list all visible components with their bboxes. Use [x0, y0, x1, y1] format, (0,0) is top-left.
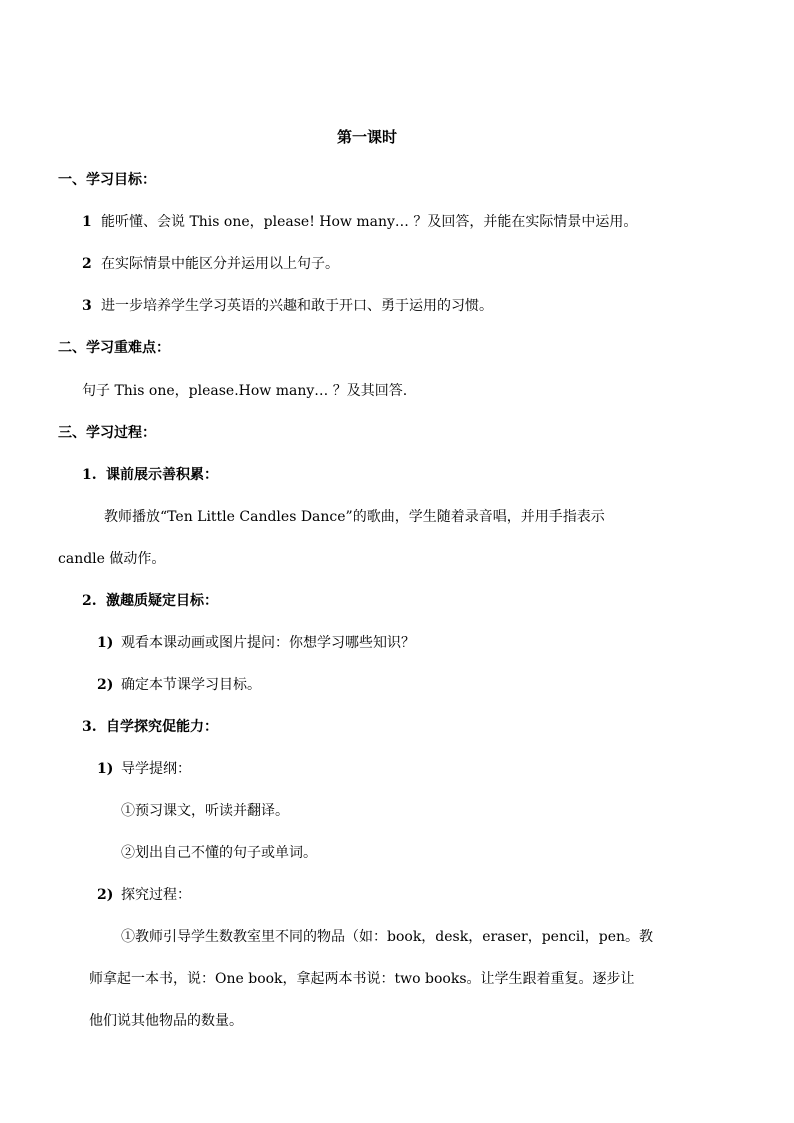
- item-number: 2): [97, 887, 114, 903]
- process-paragraph-line-1: ①教师引导学生数教室里不同的物品（如：book，desk，eraser，pencil，pen。教: [121, 929, 654, 945]
- item-text: 确定本节课学习目标。: [121, 677, 261, 693]
- item-number: 2): [97, 677, 114, 693]
- step-1-heading: [82, 465, 218, 485]
- section-2-heading: 二、学习重难点：: [58, 340, 170, 356]
- item-text: 探究过程：: [121, 887, 191, 903]
- process-paragraph-line-3: 他们说其他物品的数量。: [89, 1013, 243, 1029]
- step-number: 3.: [82, 719, 97, 735]
- step-title: 激趣质疑定目标：: [106, 593, 218, 609]
- step-title: 课前展示善积累：: [106, 467, 218, 483]
- process-paragraph-line-2: 师拿起一本书，说：One book，拿起两本书说：two books。让学生跟着重复。逐步让: [89, 971, 635, 987]
- item-number: 1): [97, 761, 114, 777]
- item-text: 观看本课动画或图片提问：你想学习哪些知识？: [121, 635, 415, 651]
- step-2-heading: [82, 591, 218, 611]
- objective-item-2: [82, 254, 339, 274]
- objective-item-number: 2: [82, 256, 92, 272]
- objective-item-text: 在实际情景中能区分并运用以上句子。: [101, 256, 339, 272]
- section-3-heading: 三、学习过程：: [58, 425, 156, 441]
- outline-item-2: ②划出自己不懂的句子或单词。: [121, 845, 317, 861]
- section-1-heading: 一、学习目标：: [58, 172, 156, 188]
- step-3-sub-1-heading: [97, 759, 191, 779]
- item-number: 1): [97, 635, 114, 651]
- objective-item-text: 进一步培养学生学习英语的兴趣和敢于开口、勇于运用的习惯。: [101, 298, 493, 314]
- step-number: 1.: [82, 467, 97, 483]
- objective-item-text: 能听懂、会说 This one，please! How many… ？及回答，并能在实际情景中运用。: [101, 214, 638, 230]
- step-3-heading: [82, 717, 218, 737]
- step-2-item-2: [97, 675, 261, 695]
- step-title: 自学探究促能力：: [106, 719, 218, 735]
- objective-item-number: 1: [82, 214, 92, 230]
- key-points-text: 句子 This one，please.How many… ？及其回答.: [82, 383, 408, 399]
- objective-item-1: [82, 212, 637, 232]
- step-2-item-1: [97, 633, 415, 653]
- objective-item-3: [82, 296, 493, 316]
- step-1-paragraph-line-1: 教师播放“Ten Little Candles Dance”的歌曲，学生随着录音唱，并用手指表示: [104, 509, 605, 525]
- outline-item-1: ①预习课文，听读并翻译。: [121, 803, 289, 819]
- step-number: 2.: [82, 593, 97, 609]
- item-text: 导学提纲：: [121, 761, 191, 777]
- page-title: 第一课时: [337, 128, 398, 146]
- step-1-paragraph-line-2: candle 做动作。: [58, 551, 166, 567]
- objective-item-number: 3: [82, 298, 92, 314]
- step-3-sub-2-heading: [97, 885, 191, 905]
